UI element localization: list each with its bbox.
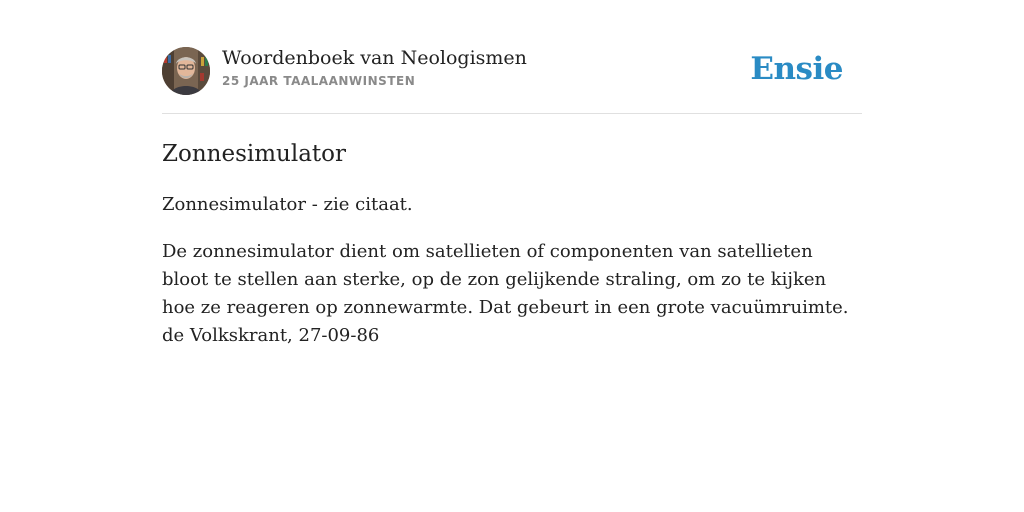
entry-quote: De zonnesimulator dient om satellieten of componenten van satellieten bloot te stellen aan sterke, op de zon gelijkende straling, om zo te kijken hoe ze reageren op zonnewarmte. Dat gebeurt in een grote vacuümruimte. de Volkskrant, 27-09-86 — [162, 241, 849, 346]
person-photo-icon — [162, 47, 210, 95]
author-info — [222, 45, 527, 91]
author-name[interactable]: Woordenboek van Neologismen — [222, 47, 527, 69]
entry-card — [162, 0, 862, 350]
entry-definition: Zonnesimulator - zie citaat. — [162, 194, 413, 215]
entry-header — [162, 0, 862, 114]
author-avatar[interactable] — [162, 47, 210, 95]
author-subtitle: 25 JAAR TAALAANWINSTEN — [222, 74, 416, 88]
entry-title: Zonnesimulator — [162, 141, 346, 167]
ensie-logo[interactable]: Ensie — [750, 51, 843, 87]
